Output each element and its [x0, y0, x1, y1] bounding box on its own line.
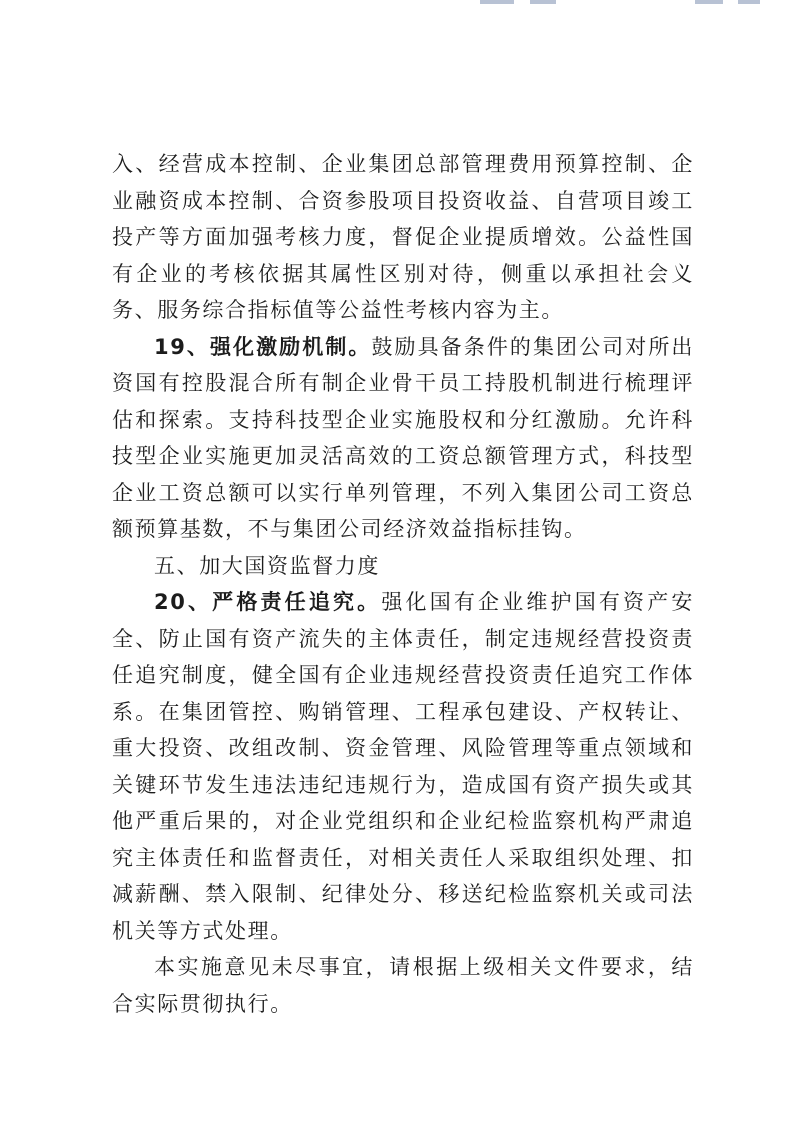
paragraph-text: 本实施意见未尽事宜，请根据上级相关文件要求，结合实际贯彻执行。 [112, 955, 694, 1016]
item-label-19: 19、强化激励机制。 [154, 334, 372, 359]
paragraph-text: 入、经营成本控制、企业集团总部管理费用预算控制、企业融资成本控制、合资参股项目投资收益、自营项目竣工投产等方面加强考核力度，督促企业提质增效。公益性国有企业的考核依据其属性区别对待，侧重以承担社会义务、服务综合指标值等公益性考核内容为主。 [112, 152, 694, 322]
scan-mark [695, 0, 723, 4]
paragraph-text: 强化国有企业维护国有资产安全、防止国有资产流失的主体责任，制定违规经营投资责任追究制度，健全国有企业违规经营投资责任追究工作体系。在集团管控、购销管理、工程承包建设、产权转让、重大投资、改组改制、资金管理、风险管理等重点领域和关键环节发生违法违纪违规行为，造成国有资产损失或其他严重后果的，对企业党组织和企业纪检监察机构严肃追究主体责任和监督责任，对相关责任人采取组织处理、扣减薪酬、禁入限制、纪律处分、移送纪检监察机关或司法机关等方式处理。 [112, 590, 694, 943]
paragraph-incentive-mechanism [112, 329, 694, 548]
paragraph-closing [112, 949, 694, 1022]
paragraph-accountability [112, 584, 694, 949]
paragraph-continued [112, 146, 694, 329]
scan-mark [530, 0, 556, 4]
scan-mark [738, 0, 760, 4]
item-label-20: 20、严格责任追究。 [154, 590, 382, 614]
scan-mark [480, 0, 514, 4]
document-body [112, 146, 694, 1022]
scan-edge-marks [0, 0, 792, 6]
paragraph-text: 鼓励具备条件的集团公司对所出资国有控股混合所有制企业骨干员工持股机制进行梳理评估和探索。支持科技型企业实施股权和分红激励。允许科技型企业实施更加灵活高效的工资总额管理方式，科技型企业工资总额可以实行单列管理，不列入集团公司工资总额预算基数，不与集团公司经济效益指标挂钩。 [112, 334, 694, 541]
section-heading: 五、加大国资监督力度 [154, 553, 380, 578]
